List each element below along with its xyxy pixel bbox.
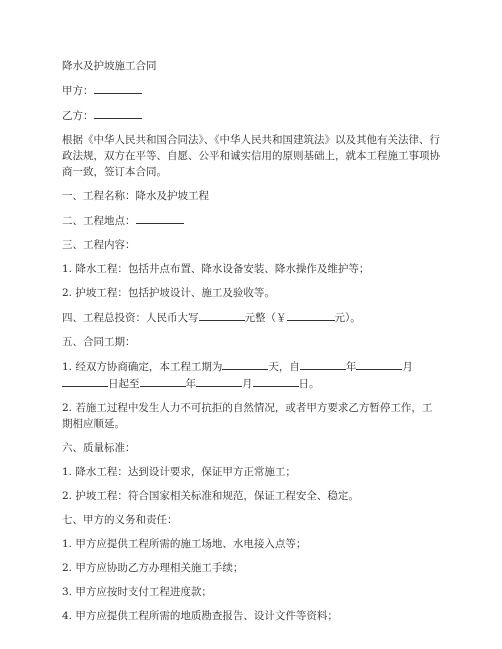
section-5-item-1-line-1 xyxy=(62,358,442,375)
amount-number-blank[interactable] xyxy=(287,309,335,321)
section-7: 七、甲方的义务和责任： xyxy=(62,514,178,526)
section-4-label: 四、工程总投资：人民币大写 xyxy=(62,312,199,324)
section-7-item-3: 3. 甲方应按时支付工程进度款； xyxy=(62,586,212,598)
section-7-item-4: 4. 甲方应提供工程所需的地质勘查报告、设计文件等资料； xyxy=(62,610,338,622)
duration-label: 1. 经双方协商确定，本工程工期为 xyxy=(62,361,223,373)
section-4 xyxy=(62,309,442,326)
end-year-label: 年 xyxy=(185,378,196,390)
section-5-item-2: 2. 若施工过程中发生人力不可抗拒的自然情况，或者甲方要求乙方暂停工作，工期相应顺延。 xyxy=(62,402,433,430)
end-day-blank[interactable] xyxy=(253,375,299,387)
party-a-label: 甲方： xyxy=(62,85,94,97)
section-5: 五、合同工期： xyxy=(62,336,136,348)
year-label: 年 xyxy=(345,361,357,373)
start-month-blank[interactable] xyxy=(356,358,402,370)
party-b-label: 乙方： xyxy=(62,110,94,122)
section-4-end: 元）。 xyxy=(334,312,361,324)
party-b-blank[interactable] xyxy=(94,107,142,119)
section-1: 一、工程名称：降水及护坡工程 xyxy=(62,190,209,202)
intro-paragraph: 根据《中华人民共和国合同法》、《中华人民共和国建筑法》以及其他有关法律、行政法规，双方在平等、自愿、公平和诚实信用的原则基础上，就本工程施工事项协商一致，签订本合同。 xyxy=(62,134,440,178)
section-4-mid: 元整（￥ xyxy=(244,312,287,324)
section-3: 三、工程内容： xyxy=(62,239,136,251)
section-7-item-2: 2. 甲方应协助乙方办理相关施工手续； xyxy=(62,562,244,574)
section-3-item-2: 2. 护坡工程：包括护坡设计、施工及验收等。 xyxy=(62,287,275,299)
days-from-label: 天，自 xyxy=(268,361,300,373)
section-3-item-1: 1. 降水工程：包括井点布置、降水设备安装、降水操作及维护等； xyxy=(62,263,370,275)
section-6: 六、质量标准： xyxy=(62,442,136,454)
end-year-blank[interactable] xyxy=(140,375,186,387)
duration-days-blank[interactable] xyxy=(222,358,268,370)
section-5-item-1-line-2 xyxy=(62,375,442,392)
section-7-item-1: 1. 甲方应提供工程所需的施工场地、水电接入点等； xyxy=(62,538,307,550)
start-year-blank[interactable] xyxy=(300,358,346,370)
section-6-item-1: 1. 降水工程：达到设计要求，保证甲方正常施工； xyxy=(62,466,296,478)
day-to-label: 日起至 xyxy=(108,378,140,390)
party-b-line xyxy=(62,107,442,124)
end-month-label: 月 xyxy=(242,378,253,390)
start-day-blank[interactable] xyxy=(62,375,108,387)
section-2 xyxy=(62,212,442,229)
doc-title: 降水及护坡施工合同 xyxy=(62,60,157,72)
month-label: 月 xyxy=(402,361,413,373)
section-2-label: 二、工程地点： xyxy=(62,215,136,227)
party-a-blank[interactable] xyxy=(94,82,142,94)
contract-page xyxy=(62,58,442,624)
section-6-item-2: 2. 护坡工程：符合国家相关标准和规范，保证工程安全、稳定。 xyxy=(62,490,359,502)
party-a-line xyxy=(62,82,442,99)
location-blank[interactable] xyxy=(136,212,184,224)
end-day-label: 日。 xyxy=(298,378,320,390)
end-month-blank[interactable] xyxy=(196,375,242,387)
amount-words-blank[interactable] xyxy=(199,309,245,321)
